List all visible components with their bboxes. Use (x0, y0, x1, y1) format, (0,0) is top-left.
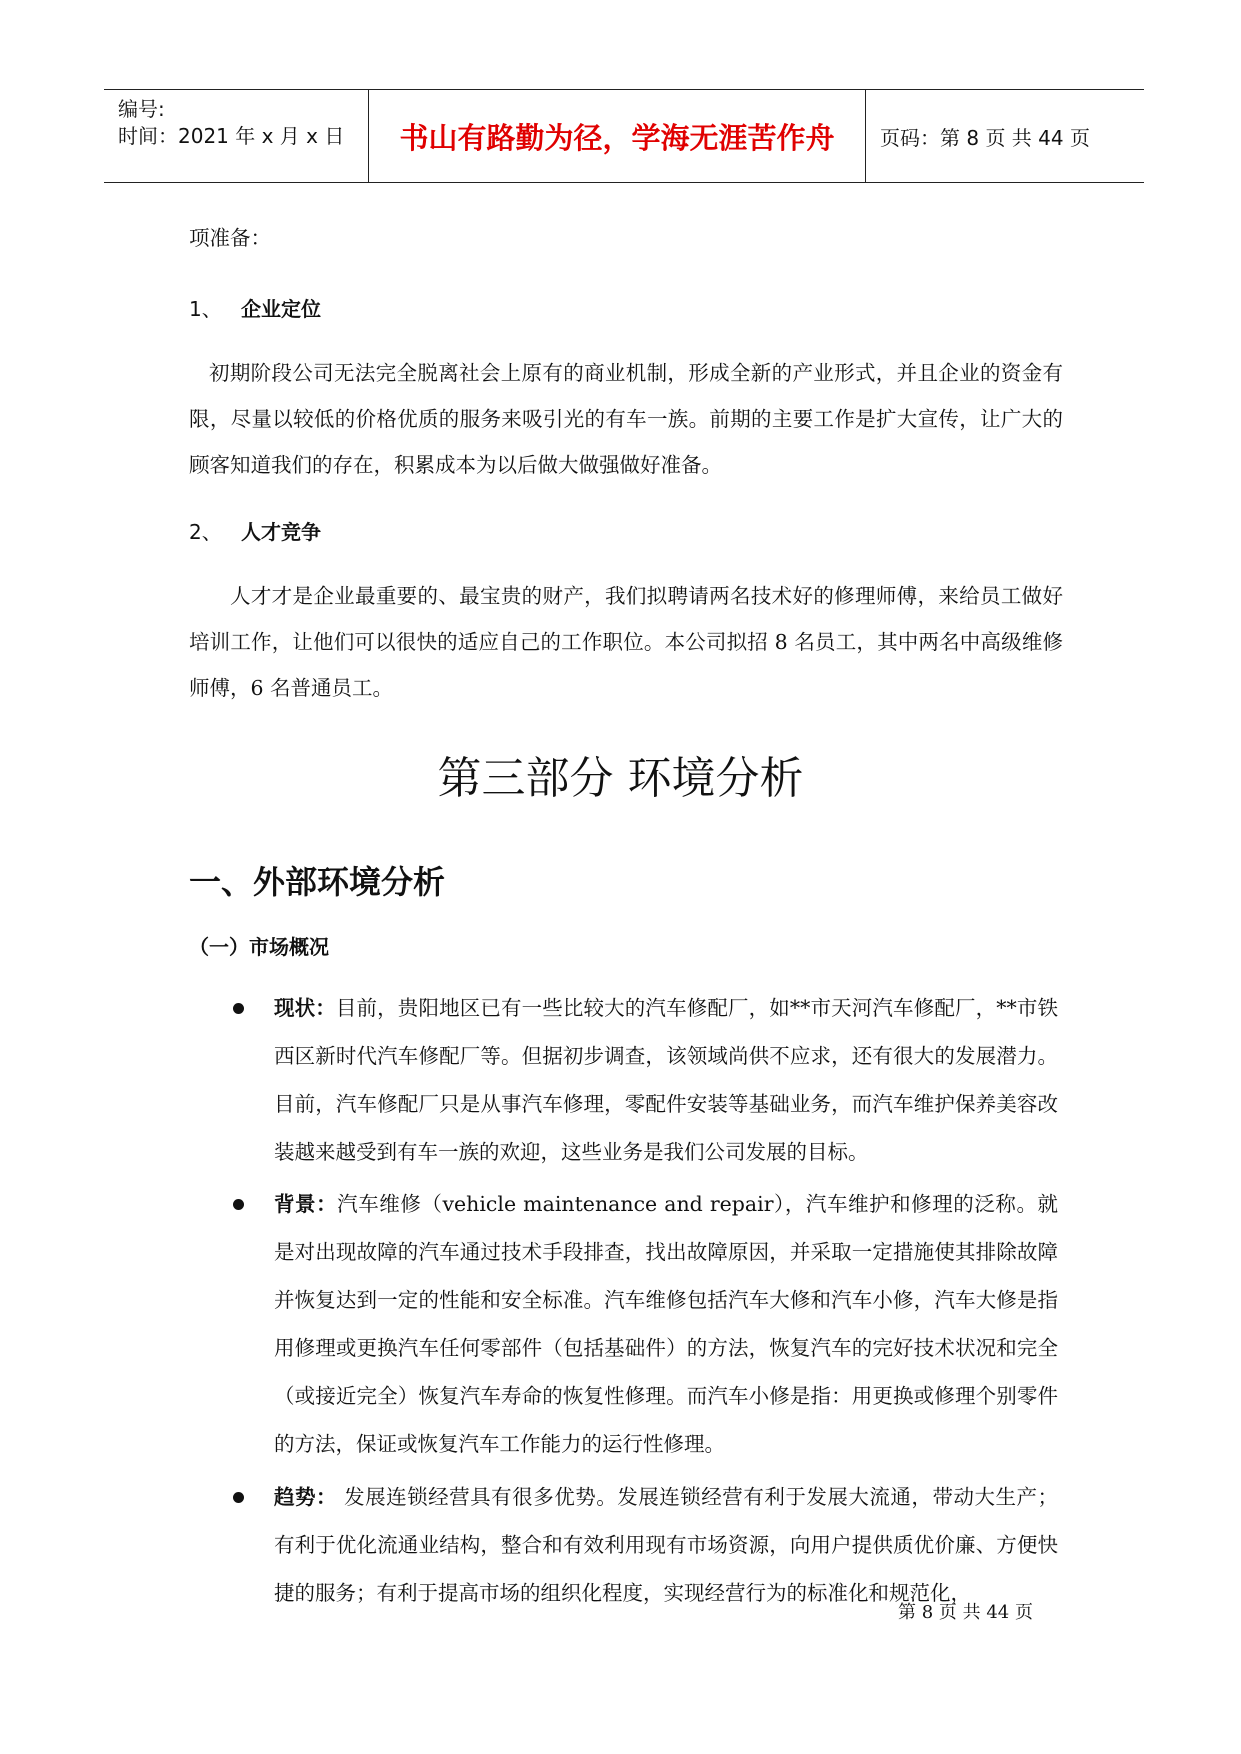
part-title: 第三部分 环境分析 (437, 753, 804, 804)
intro-text: 项准备： (189, 226, 271, 250)
bullet-icon (233, 1199, 244, 1210)
section-heading (189, 293, 321, 322)
bullet-item (274, 1180, 1058, 1468)
bullet-icon (233, 1003, 244, 1014)
section-title: 人才竞争 (241, 520, 321, 544)
bullet-item (274, 1473, 1058, 1617)
section-number: 1、 (189, 297, 222, 321)
bullet-label: 趋势： (274, 1485, 338, 1509)
bullet-icon (233, 1492, 244, 1503)
subsection-title: （一）市场概况 (189, 935, 329, 959)
doc-code-label: 编号: (118, 97, 165, 121)
section-main-title: 一、外部环境分析 (189, 863, 446, 901)
section-heading (189, 516, 321, 545)
header-motto: 书山有路勤为径，学海无涯苦作舟 (369, 90, 866, 182)
bullet-text: 汽车维修（vehicle maintenance and repair），汽车维护和修理的泛称。就是对出现故障的汽车通过技术手段排查，找出故障原因，并采取一定措施使其排除故障并恢复达到一定的性能和安全标准。汽车维修包括汽车大修和汽车小修，汽车大修是指用修理或更换汽车任何零部件（包括基础件）的方法，恢复汽车的完好技术状况和完全（或接近完全）恢复汽车寿命的恢复性修理。而汽车小修是指：用更换或修理个别零件的方法，保证或恢复汽车工作能力的运行性修理。 (274, 1192, 1059, 1456)
section-number: 2、 (189, 520, 222, 544)
header-meta (104, 90, 369, 182)
doc-time-label: 时间：2021 年 x 月 x 日 (118, 124, 345, 148)
section-paragraph: 初期阶段公司无法完全脱离社会上原有的商业机制，形成全新的产业形式，并且企业的资金有限，尽量以较低的价格优质的服务来吸引光的有车一族。前期的主要工作是扩大宣传，让广大的顾客知道我们的存在，积累成本为以后做大做强做好准备。 (189, 361, 1063, 477)
bullet-label: 现状： (274, 996, 336, 1020)
page-header (104, 89, 1144, 183)
bullet-item (274, 984, 1058, 1176)
section-title: 企业定位 (241, 297, 321, 321)
header-page-label: 页码：第 8 页 共 44 页 (880, 125, 1090, 150)
section-paragraph: 人才才是企业最重要的、最宝贵的财产，我们拟聘请两名技术好的修理师傅，来给员工做好培训工作，让他们可以很快的适应自己的工作职位。本公司拟招 8 名员工，其中两名中高级维修师傅，6 名普通员工。 (189, 584, 1063, 700)
page-footer: 第 8 页 共 44 页 (898, 1602, 1033, 1623)
bullet-label: 背景： (274, 1192, 338, 1216)
bullet-text: 发展连锁经营具有很多优势。发展连锁经营有利于发展大流通，带动大生产；有利于优化流通业结构，整合和有效利用现有市场资源，向用户提供质优价廉、方便快捷的服务；有利于提高市场的组织化程度，实现经营行为的标准化和规范化， (274, 1485, 1059, 1605)
bullet-text: 目前，贵阳地区已有一些比较大的汽车修配厂，如**市天河汽车修配厂，**市铁西区新时代汽车修配厂等。但据初步调查，该领域尚供不应求，还有很大的发展潜力。目前，汽车修配厂只是从事汽车修理，零配件安装等基础业务，而汽车维护保养美容改装越来越受到有车一族的欢迎，这些业务是我们公司发展的目标。 (274, 996, 1058, 1164)
